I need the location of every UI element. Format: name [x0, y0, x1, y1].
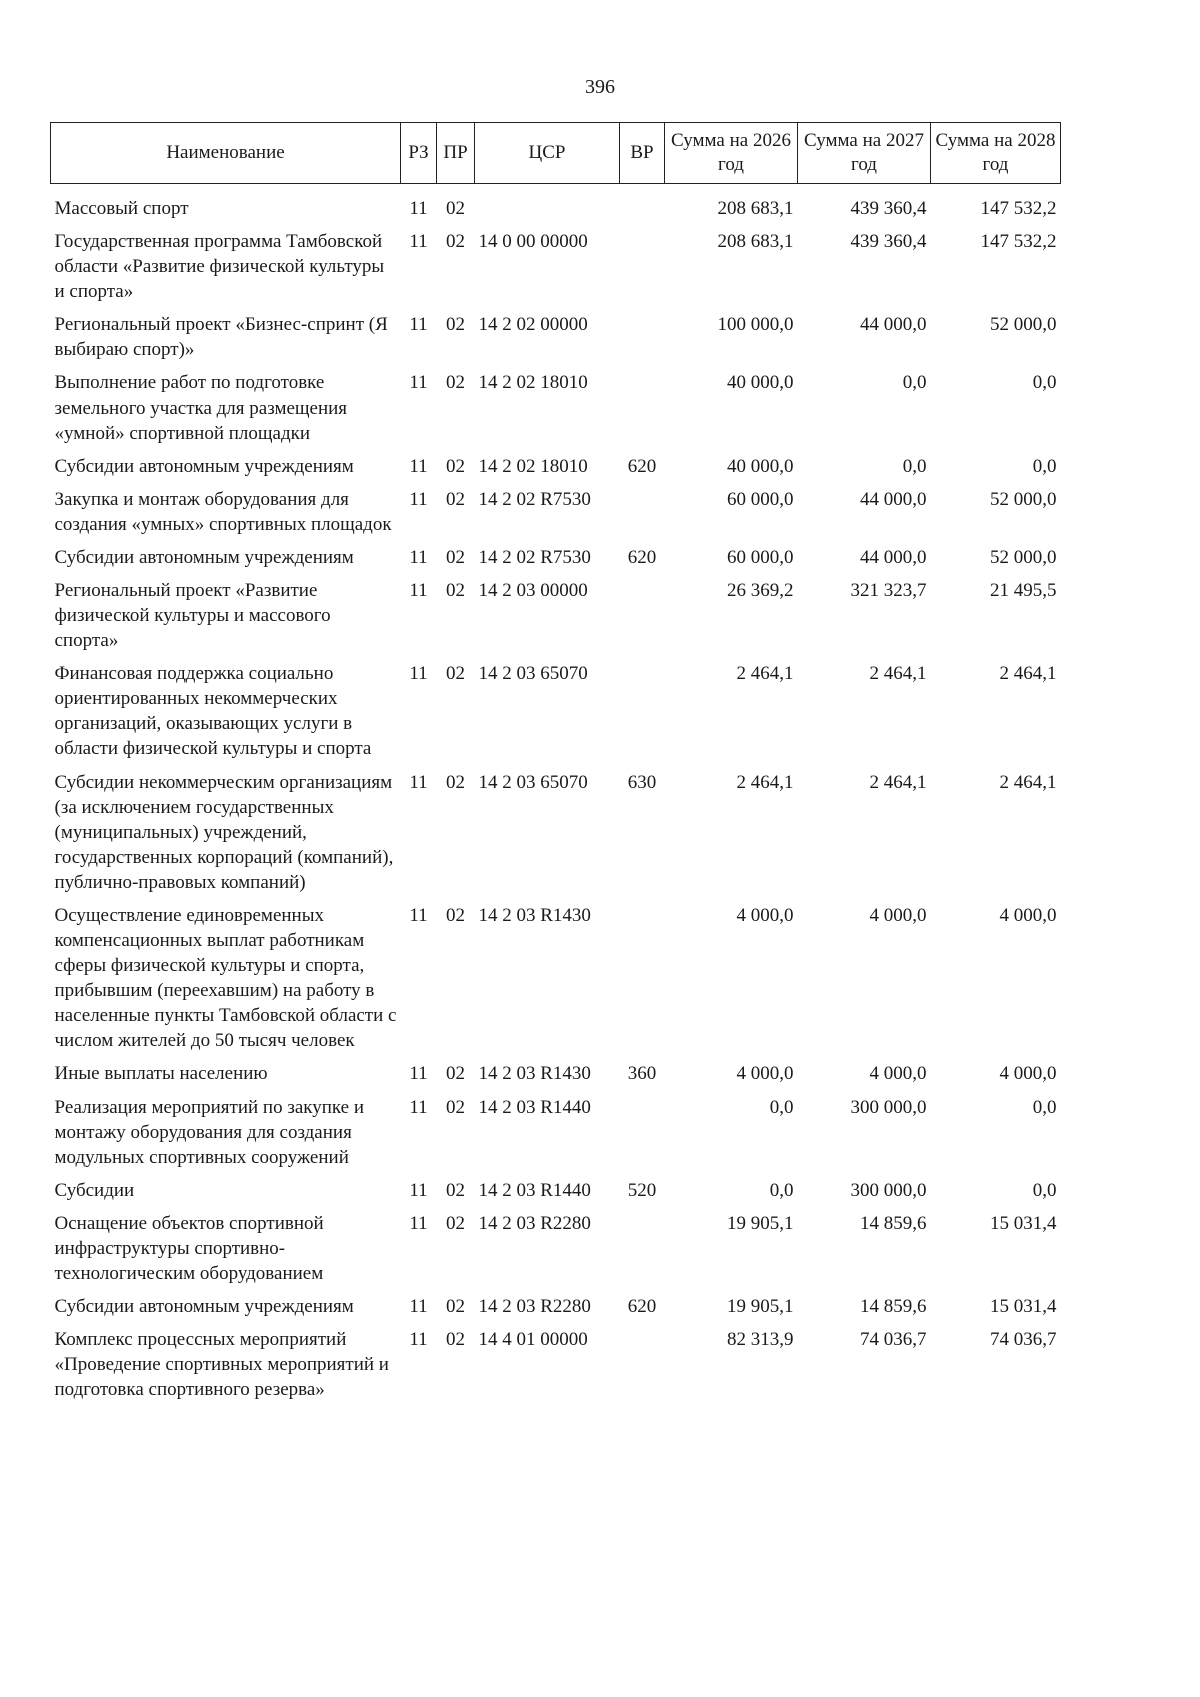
table-row [51, 454, 1061, 487]
row-pr: 02 [446, 1179, 465, 1201]
row-pr: 02 [446, 663, 465, 685]
row-rz: 11 [409, 455, 428, 477]
row-vr: 630 [627, 771, 657, 793]
row-sum-2027: 14 859,6 [860, 1212, 927, 1234]
table-row [51, 229, 1061, 312]
row-pr: 02 [446, 198, 465, 219]
row-name: Региональный проект «Бизнес-спринт (Я выбираю спорт)» [54, 314, 388, 361]
row-name: Субсидии некоммерческим организациям (за исключением государственных (муниципальных) учреждений, государственных корпораций (компаний), публично-правовых компаний) [54, 771, 394, 893]
row-rz: 11 [409, 663, 428, 685]
row-sum-2027: 4 000,0 [869, 904, 927, 926]
row-sum-2027: 44 000,0 [860, 546, 927, 568]
row-sum-2026: 60 000,0 [727, 546, 794, 568]
row-name: Государственная программа Тамбовской области «Развитие физической культуры и спорта» [54, 231, 385, 303]
row-vr [620, 370, 665, 453]
row-vr: 620 [627, 455, 657, 477]
row-rz: 11 [409, 546, 428, 568]
row-rz: 11 [409, 1063, 428, 1085]
header-sum-2026: Сумма на 2026 год [665, 123, 798, 184]
row-sum-2028: 147 532,2 [980, 231, 1057, 253]
row-sum-2028: 2 464,1 [999, 663, 1057, 685]
row-name: Закупка и монтаж оборудования для создания «умных» спортивных площадок [54, 488, 392, 535]
row-sum-2027: 300 000,0 [850, 1096, 927, 1118]
row-sum-2028: 52 000,0 [990, 314, 1057, 336]
row-rz: 11 [409, 198, 428, 219]
row-sum-2026: 60 000,0 [727, 488, 794, 510]
row-sum-2027: 439 360,4 [850, 198, 927, 219]
row-sum-2028: 0,0 [1032, 372, 1057, 394]
row-name: Субсидии автономным учреждениям [54, 1296, 354, 1318]
row-sum-2027: 2 464,1 [869, 663, 927, 685]
row-vr [620, 184, 665, 230]
table-body [51, 184, 1061, 1411]
table-row [51, 1178, 1061, 1211]
row-sum-2026: 19 905,1 [727, 1296, 794, 1318]
table-row [51, 370, 1061, 453]
row-csr: 14 2 03 R1440 [478, 1179, 591, 1201]
row-sum-2028: 52 000,0 [990, 546, 1057, 568]
row-pr: 02 [446, 1063, 465, 1085]
row-csr: 14 2 03 65070 [478, 663, 588, 685]
table-row [51, 184, 1061, 230]
row-rz: 11 [409, 904, 428, 926]
row-sum-2026: 4 000,0 [736, 1063, 794, 1085]
row-csr: 14 0 00 00000 [478, 231, 588, 253]
row-pr: 02 [446, 1329, 465, 1351]
row-sum-2027: 300 000,0 [850, 1179, 927, 1201]
header-vr: ВР [620, 123, 665, 184]
row-csr: 14 2 02 00000 [478, 314, 588, 336]
row-rz: 11 [409, 314, 428, 336]
row-sum-2028: 2 464,1 [999, 771, 1057, 793]
row-rz: 11 [409, 1296, 428, 1318]
row-pr: 02 [446, 1212, 465, 1234]
row-sum-2027: 4 000,0 [869, 1063, 927, 1085]
header-csr: ЦСР [475, 123, 620, 184]
row-rz: 11 [409, 1212, 428, 1234]
table-row [51, 578, 1061, 661]
row-sum-2027: 44 000,0 [860, 314, 927, 336]
row-pr: 02 [446, 771, 465, 793]
row-vr [620, 1327, 665, 1410]
row-sum-2027: 74 036,7 [860, 1329, 927, 1351]
row-vr [620, 312, 665, 370]
row-sum-2026: 26 369,2 [727, 580, 794, 602]
row-csr: 14 2 03 R1430 [478, 904, 591, 926]
row-csr: 14 2 02 18010 [478, 372, 588, 394]
table-row [51, 903, 1061, 1061]
row-pr: 02 [446, 314, 465, 336]
row-pr: 02 [446, 580, 465, 602]
row-csr: 14 2 03 R1430 [478, 1063, 591, 1085]
row-vr: 620 [627, 546, 657, 568]
row-name: Субсидии автономным учреждениям [54, 546, 354, 568]
table-row [51, 1095, 1061, 1178]
row-vr [620, 578, 665, 661]
table-row [51, 770, 1061, 903]
row-csr: 14 2 03 R1440 [478, 1096, 591, 1118]
budget-table [50, 122, 1061, 1410]
row-sum-2028: 0,0 [1032, 1096, 1057, 1118]
row-csr: 14 2 02 R7530 [478, 546, 591, 568]
row-vr: 520 [627, 1179, 657, 1201]
row-sum-2028: 4 000,0 [999, 904, 1057, 926]
header-sum-2028: Сумма на 2028 год [931, 123, 1061, 184]
row-csr: 14 2 03 00000 [478, 580, 588, 602]
row-vr [620, 1211, 665, 1294]
row-pr: 02 [446, 904, 465, 926]
row-csr: 14 4 01 00000 [478, 1329, 588, 1351]
row-name: Массовый спорт [54, 198, 189, 219]
row-csr [475, 184, 620, 230]
row-name: Иные выплаты населению [54, 1063, 268, 1085]
row-csr: 14 2 03 65070 [478, 771, 588, 793]
row-sum-2026: 40 000,0 [727, 455, 794, 477]
row-sum-2028: 74 036,7 [990, 1329, 1057, 1351]
row-sum-2028: 4 000,0 [999, 1063, 1057, 1085]
row-sum-2026: 19 905,1 [727, 1212, 794, 1234]
row-pr: 02 [446, 231, 465, 253]
header-name: Наименование [51, 123, 401, 184]
row-pr: 02 [446, 455, 465, 477]
table-row [51, 661, 1061, 769]
row-sum-2028: 0,0 [1032, 1179, 1057, 1201]
header-rz: РЗ [401, 123, 437, 184]
row-vr [620, 1095, 665, 1178]
row-sum-2027: 0,0 [902, 372, 927, 394]
row-name: Финансовая поддержка социально ориентированных некоммерческих организаций, оказывающих услуги в области физической культуры и спорта [54, 663, 372, 760]
row-sum-2028: 15 031,4 [990, 1296, 1057, 1318]
row-pr: 02 [446, 1096, 465, 1118]
row-csr: 14 2 03 R2280 [478, 1296, 591, 1318]
row-rz: 11 [409, 231, 428, 253]
row-vr: 360 [627, 1063, 657, 1085]
row-pr: 02 [446, 1296, 465, 1318]
row-name: Региональный проект «Развитие физической культуры и массового спорта» [54, 580, 331, 652]
row-name: Осуществление единовременных компенсационных выплат работникам сферы физической культуры и спорта, прибывшим (переехавшим) на работу в населенные пункты Тамбовской области с числом жителей до 50 тысяч человек [54, 904, 397, 1052]
row-rz: 11 [409, 771, 428, 793]
row-vr: 620 [627, 1296, 657, 1318]
row-name: Комплекс процессных мероприятий «Проведение спортивных мероприятий и подготовка спортивного резерва» [54, 1329, 389, 1401]
row-sum-2026: 208 683,1 [717, 231, 794, 253]
row-rz: 11 [409, 488, 428, 510]
table-row [51, 1061, 1061, 1094]
row-sum-2026: 100 000,0 [717, 314, 794, 336]
table-row [51, 1211, 1061, 1294]
row-name: Субсидии автономным учреждениям [54, 455, 354, 477]
row-sum-2028: 15 031,4 [990, 1212, 1057, 1234]
row-sum-2026: 4 000,0 [736, 904, 794, 926]
table-header [51, 123, 1061, 184]
row-rz: 11 [409, 1179, 428, 1201]
row-vr [620, 487, 665, 545]
row-csr: 14 2 03 R2280 [478, 1212, 591, 1234]
row-sum-2026: 2 464,1 [736, 771, 794, 793]
row-sum-2028: 21 495,5 [990, 580, 1057, 602]
row-rz: 11 [409, 1329, 428, 1351]
row-pr: 02 [446, 546, 465, 568]
table-row [51, 545, 1061, 578]
page-number: 396 [585, 76, 615, 98]
row-sum-2027: 439 360,4 [850, 231, 927, 253]
row-name: Выполнение работ по подготовке земельного участка для размещения «умной» спортивной площадки [54, 372, 348, 444]
row-sum-2026: 208 683,1 [717, 198, 794, 219]
row-sum-2027: 321 323,7 [850, 580, 927, 602]
row-sum-2027: 44 000,0 [860, 488, 927, 510]
row-vr [620, 903, 665, 1061]
row-name: Реализация мероприятий по закупке и монтажу оборудования для создания модульных спортивных сооружений [54, 1096, 365, 1168]
row-csr: 14 2 02 18010 [478, 455, 588, 477]
row-name: Субсидии [54, 1179, 135, 1201]
table-row [51, 1294, 1061, 1327]
row-sum-2026: 82 313,9 [727, 1329, 794, 1351]
row-rz: 11 [409, 1096, 428, 1118]
row-pr: 02 [446, 488, 465, 510]
row-sum-2028: 147 532,2 [980, 198, 1057, 219]
row-sum-2026: 0,0 [769, 1096, 794, 1118]
row-rz: 11 [409, 580, 428, 602]
row-sum-2027: 2 464,1 [869, 771, 927, 793]
table-row [51, 1327, 1061, 1410]
row-sum-2027: 0,0 [902, 455, 927, 477]
row-sum-2026: 0,0 [769, 1179, 794, 1201]
table-row [51, 487, 1061, 545]
row-sum-2028: 0,0 [1032, 455, 1057, 477]
row-sum-2026: 2 464,1 [736, 663, 794, 685]
header-sum-2027: Сумма на 2027 год [798, 123, 931, 184]
row-vr [620, 661, 665, 769]
row-rz: 11 [409, 372, 428, 394]
row-sum-2027: 14 859,6 [860, 1296, 927, 1318]
row-name: Оснащение объектов спортивной инфраструктуры спортивно-технологическим оборудованием [54, 1212, 324, 1284]
header-pr: ПР [437, 123, 475, 184]
row-pr: 02 [446, 372, 465, 394]
row-sum-2028: 52 000,0 [990, 488, 1057, 510]
table-row [51, 312, 1061, 370]
row-csr: 14 2 02 R7530 [478, 488, 591, 510]
row-sum-2026: 40 000,0 [727, 372, 794, 394]
row-vr [620, 229, 665, 312]
